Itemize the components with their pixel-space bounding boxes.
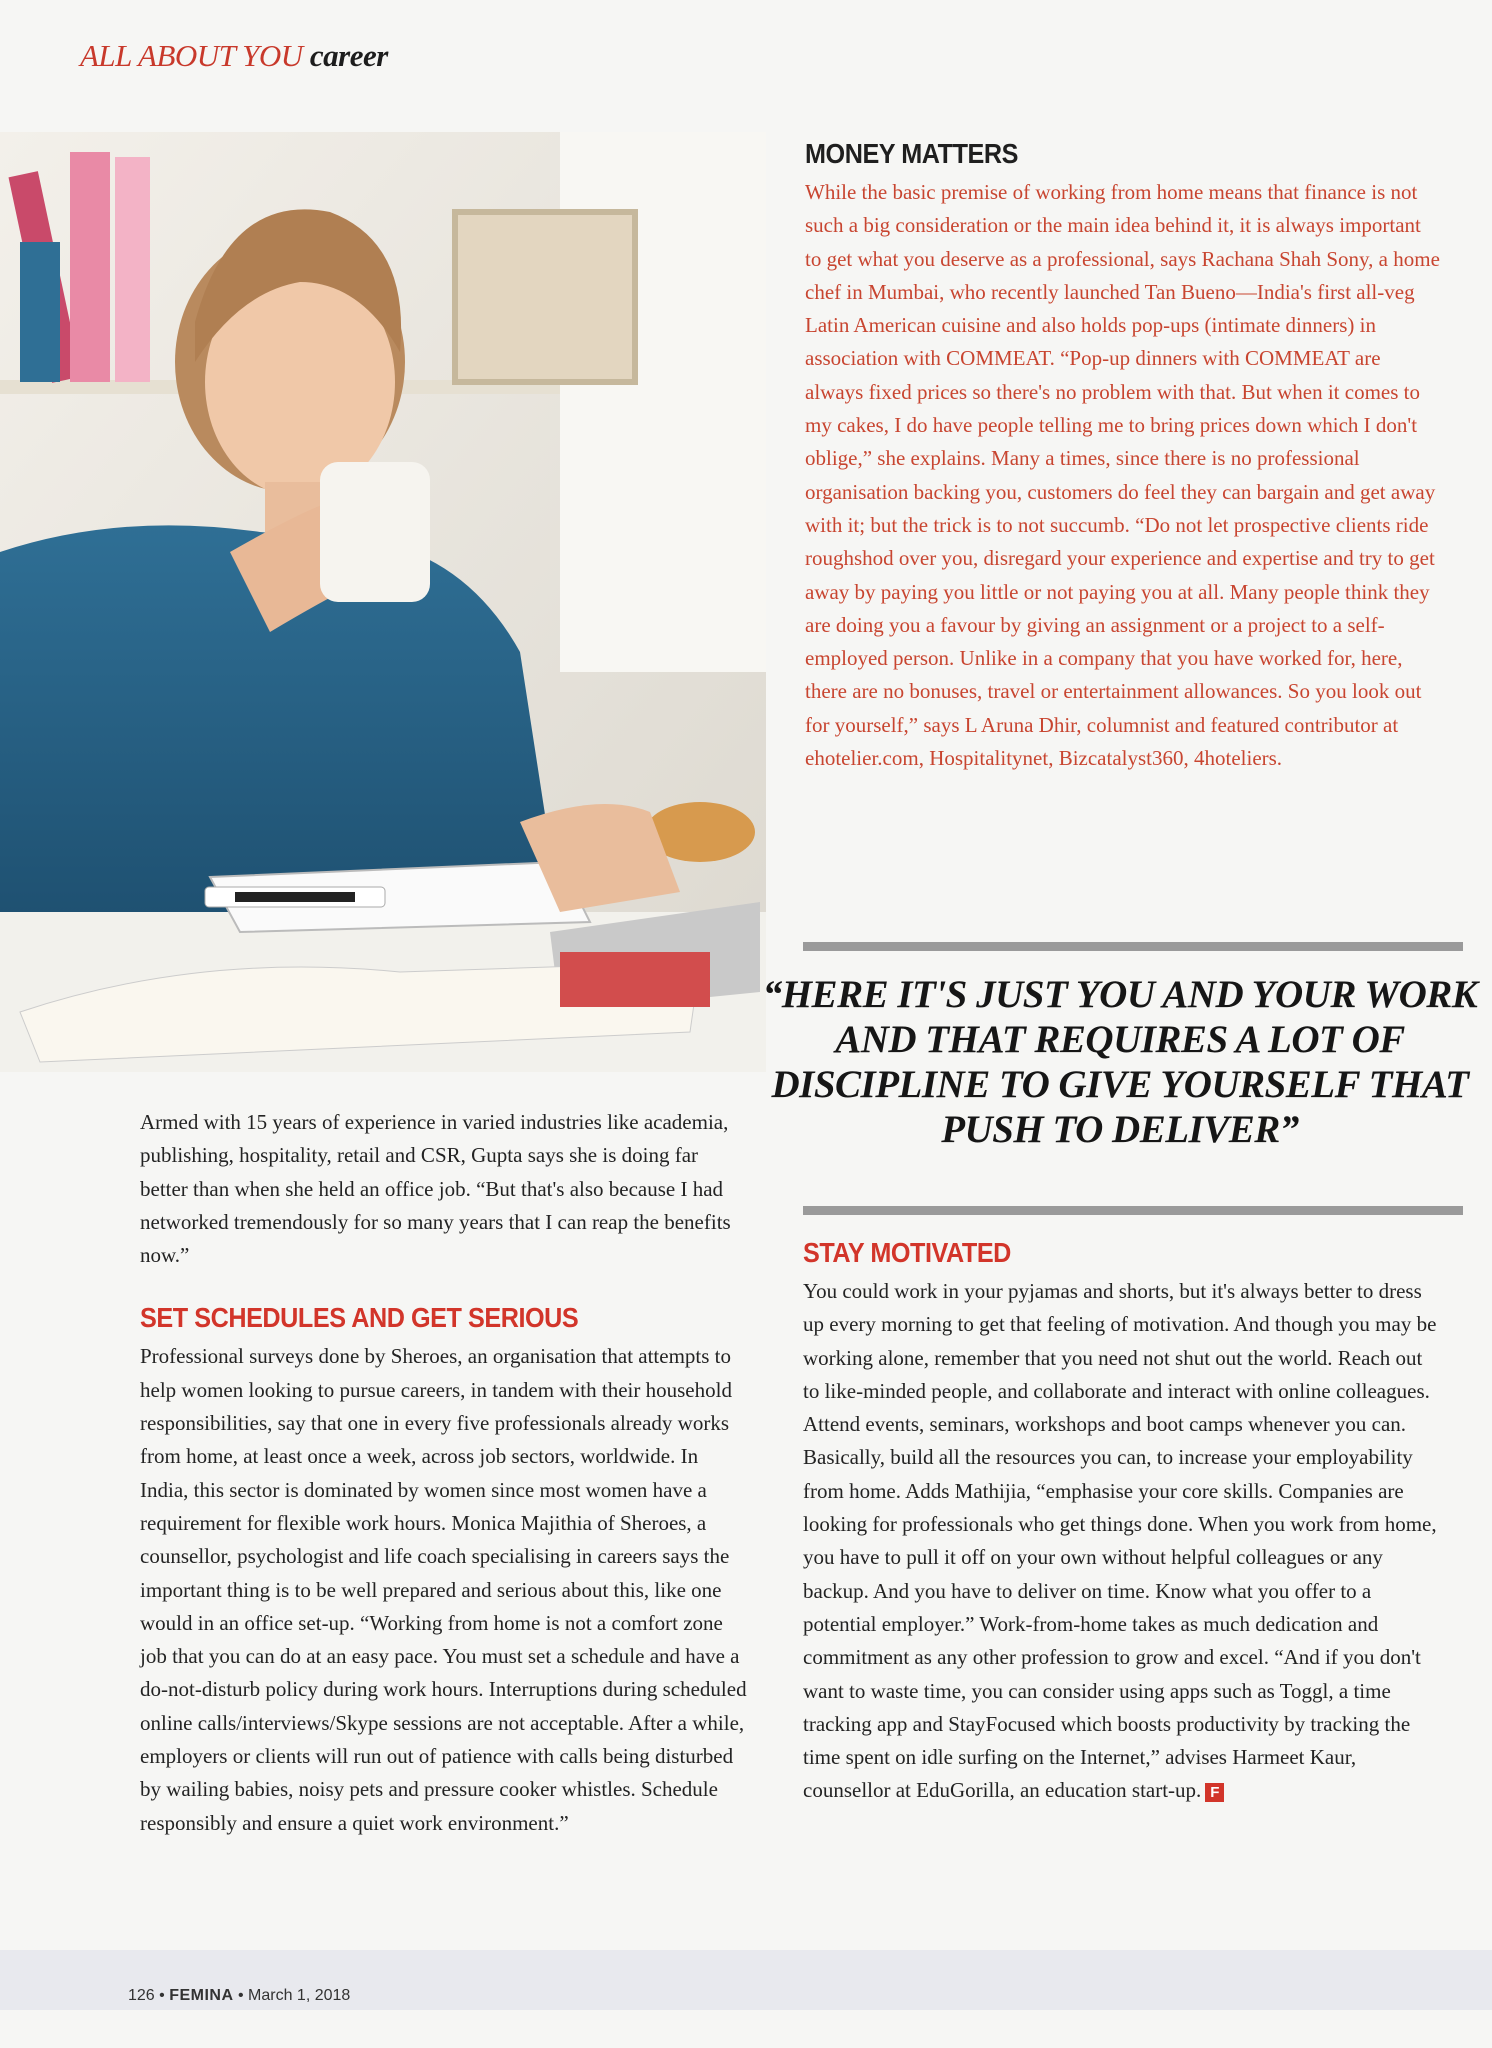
stay-motivated-heading: STAY MOTIVATED: [803, 1237, 1011, 1268]
set-schedules-body: Professional surveys done by Sheroes, an organisation that attempts to help women looking to pursue careers, in tandem with their household responsibilities, say that one in every five professionals already works from home, at least once a week, across job sectors, worldwide. In India, this sector is dominated by women since most women have a requirement for flexible work hours. Monica Majithia of Sheroes, a counsellor, psychologist and life coach specialising in careers says the important thing is to be well prepared and serious about this, like one would in an office set-up. “Working from home is not a comfort zone job that you can do at an easy pace. You must set a schedule and have a do-not-disturb policy during work hours. Interruptions during scheduled online calls/interviews/Skype sessions are not acceptable. After a while, employers or clients will run out of patience with calls being disturbed by wailing babies, noisy pets and pressure cooker whistles. Schedule responsibly and ensure a quiet work environment.”: [140, 1344, 747, 1835]
money-matters-heading: MONEY MATTERS: [805, 138, 1019, 169]
article-photo: [0, 132, 766, 1072]
page-number: 126: [128, 1987, 155, 2004]
stay-motivated-body-wrap: [803, 1275, 1439, 1808]
subsection-title: career: [309, 38, 388, 73]
section-title: ALL ABOUT YOU: [80, 38, 303, 73]
stay-motivated-section: [803, 1237, 1439, 1808]
money-matters-body: While the basic premise of working from home means that finance is not such a big consideration or the main idea behind it, it is always important to get what you deserve as a professional, says Rachana Shah Sony, a home chef in Mumbai, who recently launched Tan Bueno—India's first all-veg Latin American cuisine and also holds pop-ups (intimate dinners) in association with COMMEAT. “Pop-up dinners with COMMEAT are always fixed prices so there's no problem with that. But when it comes to my cakes, I do have people telling me to bring prices down which I don't oblige,” she explains. Many a times, since there is no professional organisation backing you, customers do feel they can bargain and get away with it; but the trick is to not succumb. “Do not let prospective clients ride roughshod over you, disregard your experience and expertise and try to get away by paying you little or not paying you at all. Many people think they are doing you a favour by giving an assignment or a project to a self-employed person. Unlike in a company that you have worked for, here, there are no bonuses, travel or entertainment allowances. So you look out for yourself,” says L Aruna Dhir, columnist and featured contributor at ehotelier.com, Hospitalitynet, Bizcatalyst360, 4hoteliers.: [805, 180, 1440, 771]
money-matters-section: [805, 138, 1441, 775]
page-footer: 126 • FEMINA • March 1, 2018: [128, 1987, 351, 2004]
quote-bottom-rule: [803, 1206, 1463, 1215]
intro-paragraph: Armed with 15 years of experience in varied industries like academia, publishing, hospitality, retail and CSR, Gupta says she is doing far better than when she held an office job. “But that's also because I had networked tremendously for so many years that I can reap the benefits now.”: [140, 1110, 731, 1268]
stay-motivated-body: You could work in your pyjamas and shorts, but it's always better to dress up every morning to get that feeling of motivation. And though you may be working alone, remember that you need not shut out the world. Reach out to like-minded people, and collaborate and interact with online colleagues. Attend events, seminars, workshops and boot camps whenever you can. Basically, build all the resources you can, to increase your employability from home. Adds Mathijia, “emphasise your core skills. Companies are looking for professionals who get things done. When you work from home, you have to pull it off on your own without helpful colleagues or any backup. And you have to deliver on time. Know what you offer to a potential employer.” Work-from-home takes as much dedication and commitment as any other profession to grow and excel. “And if you don't want to waste time, you can consider using apps such as Toggl, a time tracking app and StayFocused which boosts productivity by tracking the time spent on idle surfing on the Internet,” advises Harmeet Kaur, counsellor at EduGorilla, an education start-up.: [803, 1279, 1437, 1803]
pull-quote: “HERE IT'S JUST YOU AND YOUR WORK AND THAT REQUIRES A LOT OF DISCIPLINE TO GIVE YOURSELF THAT PUSH TO DELIVER”: [762, 973, 1478, 1151]
issue-date: March 1, 2018: [248, 1987, 351, 2004]
end-mark-icon: F: [1205, 1783, 1224, 1802]
set-schedules-heading: SET SCHEDULES AND GET SERIOUS: [140, 1302, 579, 1334]
magazine-name: FEMINA: [169, 1987, 234, 2004]
left-column: [140, 1106, 750, 1840]
quote-top-rule: [803, 942, 1463, 951]
page-header: [80, 38, 388, 74]
